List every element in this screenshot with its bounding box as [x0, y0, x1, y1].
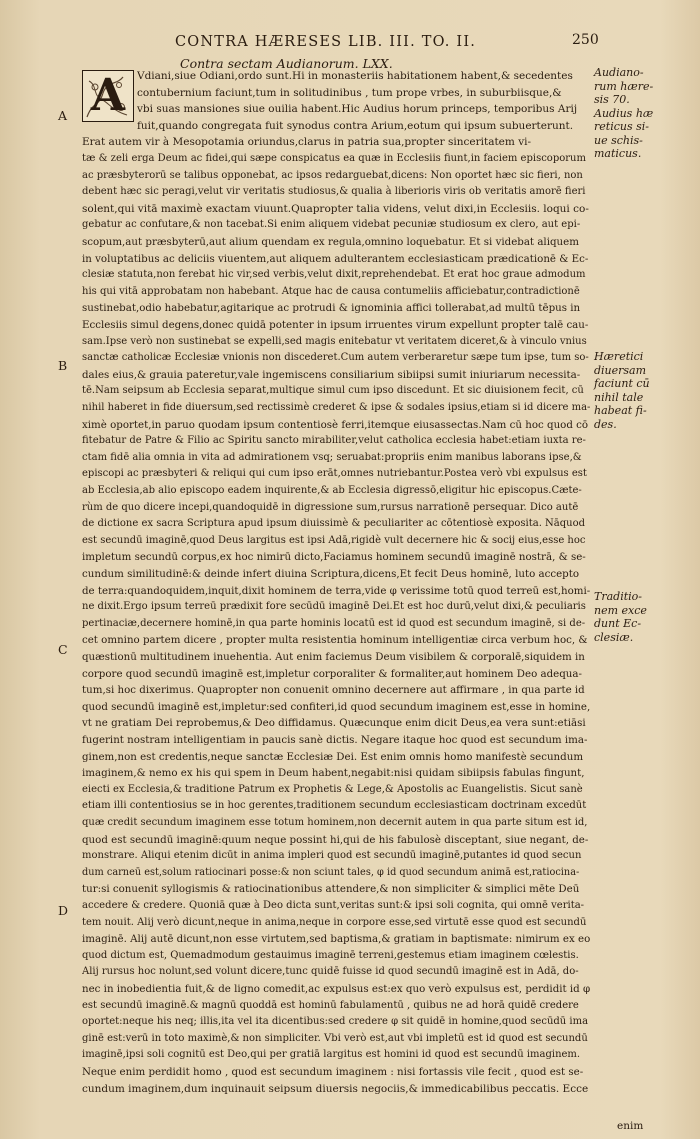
text-line: etiam illi contentiosius se in hoc gerentes,traditionem secundum ecclesiasticam doctrinam excedūt [82, 800, 587, 812]
text-line: ginē est:verū in toto maximè,& non simpliciter. Vbi verò est,aut vbi impletū est id quod est secundū [82, 1032, 588, 1044]
text-line: monstrare. Aliqui etenim dicūt in anima impleri quod est secundū imaginē,putantes id quod secun [82, 850, 582, 862]
text-line: solent,qui vitā maximè exactam viuunt.Quapropter talia videns, velut dixi,in Ecclesiis. loqui co- [82, 202, 589, 215]
margin-note-line: nihil tale [594, 390, 644, 404]
margin-note-line: Hæretici [594, 350, 644, 363]
margin-note-line: faciunt cū [594, 377, 650, 390]
text-line: rùm de quo dicere incepi,quandoquidē in digressione sum,rursus narrationē persequar. Dico autē [82, 501, 579, 513]
text-line: debent hæc sic peragi,velut vir veritatis studiosus,& qualia à liberioris viris ob veritatis amorē fieri [82, 186, 586, 198]
text-line: Neque enim perdidit homo , quod est secundum imaginem : nisi fortassis vile fecit , quod est se- [82, 1066, 584, 1078]
text-line: vbi suas mansiones siue ouilia habent.Hic Audius horum princeps, temporibus Arij [137, 103, 578, 116]
text-line: fuit,quando congregata fuit synodus contra Arium,eotum qui ipsum subuerterunt. [137, 119, 574, 132]
text-line: ctam fidē alia omnia in vita ad admirationem vsq; seruabat:propriis enim manibus laborans ipse,& [82, 451, 582, 463]
section-letter-a: A [58, 108, 68, 123]
text-line: ne dixit.Ergo ipsum terreū prædixit fore secūdū imaginē Dei.Et est hoc durū,velut dixi,& peculiaris [82, 601, 586, 613]
margin-note-line: sis 70. [594, 93, 630, 106]
margin-note-line: dunt Ec- [594, 617, 642, 630]
text-line: sustinebat,odio habebatur,agitarique ac protrudi & ignominia affici tollerabat,ad multū tēpus in [82, 302, 581, 315]
text-line: Vdiani,siue Odiani,ordo sunt.Hi in monasteriis habitationem habent,& secedentes [137, 70, 573, 82]
margin-note-traditionem [594, 590, 690, 644]
text-line: gebatur ac confutare,& non tacebat.Si enim aliquem videbat pecuniæ studiosum ex clero, aut epi- [82, 219, 581, 231]
section-letter-c: C [58, 642, 68, 657]
chapter-heading: Contra sectam Audianorum. LXX. [180, 56, 393, 71]
text-line: fitebatur de Patre & Filio ac Spiritu sancto mirabiliter,velut catholica ecclesia habet:etiam iuxta re- [82, 435, 586, 447]
text-line: Erat autem vir à Mesopotamia oriundus,clarus in patria sua,propter sinceritatem vi- [82, 136, 532, 149]
text-line: imaginem,& nemo ex his qui spem in Deum habent,negabit:nisi quidam sibiipsis fabulas fingunt, [82, 767, 585, 780]
margin-note-line: maticus. [594, 147, 642, 160]
text-line: est secundū imaginē,quod Deus largitus est ipsi Adā,rigidè vult decernere hic & socij eius,esse hoc [82, 534, 586, 546]
decorated-initial [82, 70, 134, 122]
margin-note-line: reticus si- [594, 120, 649, 133]
text-line: Ecclesiis simul degens,donec quidā potenter in ipsum irruentes virum expellunt propter talē cau- [82, 319, 589, 331]
text-line: quod secundū imaginē est,impletur:sed confiteri,id quod secundum imaginem est,esse in homine, [82, 700, 590, 713]
margin-note-line: rum hære- [594, 79, 654, 93]
text-line: eiecti ex Ecclesia,& traditione Patrum ex Prophetis & Lege,& Apostolis ac Euangelistis. Sicut sanè [82, 783, 583, 795]
running-title: CONTRA HÆRESES LIB. III. TO. II. [175, 34, 477, 50]
margin-note-line: ue schis- [594, 133, 643, 147]
margin-note-line: Audius hæ [594, 106, 654, 120]
text-line: clesiæ statuta,non ferebat hic vir,sed verbis,velut dixit,reprehendebat. Et erat hoc graue admodum [82, 269, 586, 281]
text-line: est secundū imaginē.& magnū quoddā est hominū fabulamentū , quibus ne ad horā quidē credere [82, 999, 579, 1011]
catchword: enim [617, 1120, 644, 1132]
margin-note-haeretici [594, 350, 690, 431]
text-line: cundum similitudinē:& deinde infert diuina Scriptura,dicens,Et fecit Deus hominē, luto accepto [82, 568, 580, 580]
section-letter-b: B [58, 358, 68, 373]
text-line: quæstionū multitudinem inuehentia. Aut enim faciemus Deum visibilem & corporalē,siquidem in [82, 651, 585, 663]
text-line: tæ & zeli erga Deum ac fidei,qui sæpe conspicatus ea quæ in Ecclesiis fiunt,in faciem episcoporum [82, 153, 586, 164]
text-line: vt ne gratiam Dei reprobemus,& Deo diffidamus. Quæcunque enim dicit Deus,ea vera sunt:etiāsi [82, 717, 586, 730]
text-line: Alij rursus hoc nolunt,sed volunt dicere,tunc quidē fuisse id quod secundū imaginē est in Adā, do- [82, 966, 579, 978]
margin-note-line: des. [594, 417, 617, 431]
text-line: quæ credit secundum imaginem esse totum hominem,non decernit autem in qua parte situm est id, [82, 817, 588, 828]
margin-note-line: diuersam [594, 363, 647, 377]
text-line: tem nouit. Alij verò dicunt,neque in anima,neque in corpore esse,sed virtutē esse quod est secundū [82, 916, 587, 928]
margin-note-line: clesiæ. [594, 630, 634, 644]
text-line: tur:si conuenit syllogismis & ratiocinationibus attendere,& non simpliciter & simplici mēte Deū [82, 883, 580, 896]
margin-note-line: nem exce [594, 603, 647, 617]
text-line: dales eius,& grauia pateretur,vale ingemiscens consiliarium sibiipsi sumit iniuriarum necessita- [82, 368, 581, 381]
folio-number: 250 [572, 32, 599, 48]
text-line: accedere & credere. Quoniā quæ à Deo dicta sunt,veritas sunt:& ipsi soli cognita, qui omnē verita- [82, 900, 585, 911]
text-line: ac præsbyterorū se talibus opponebat, ac ipsos redarguebat,dicens: Non oportet hæc sic fieri, non [82, 169, 583, 181]
text-line: pertinaciæ,decernere hominē,in qua parte hominis locatū est id quod est secundum imaginē, si de- [82, 617, 586, 629]
margin-note-audianorum [594, 66, 690, 161]
initial-letter: A [90, 70, 126, 121]
text-line: ginem,non est credentis,neque sanctæ Ecclesiæ Dei. Est enim omnis homo manifestè secundum [82, 750, 584, 763]
body-text [82, 68, 590, 1128]
margin-note-line: Audiano- [594, 66, 644, 79]
text-line: episcopi ac præsbyteri & reliqui qui cum ipso erāt,omnes nutriebantur.Postea verò vbi expulsus est [82, 468, 587, 480]
text-line: nihil haberet in fide diuersum,sed rectissimè crederet & ipse & sodales ipsius,etiam si id dicere ma- [82, 402, 590, 413]
text-line: nec in inobedientia fuit,& de ligno comedit,ac expulsus est:ex quo verò expulsus est, perdidit id φ [82, 983, 590, 995]
text-line: in voluptatibus ac deliciis viuentem,aut aliquem adulterantem ecclesiasticam prædicationē & Ec- [82, 252, 589, 265]
text-line: quod est secundū imaginē:quum neque possint hi,qui de his fabulosè disceptant, siue negant, de- [82, 833, 589, 846]
text-line: sanctæ catholicæ Ecclesiæ vnionis non discederet.Cum autem verberaretur sæpe tum ipse, tum so- [82, 352, 589, 364]
text-line: corpore quod secundū imaginē est,impletur corporaliter & formaliter,aut hominem Deo adequa- [82, 667, 582, 680]
text-line: fugerint nostram intelligentiam in paucis sanè dictis. Negare itaque hoc quod est secundum ima- [82, 734, 588, 746]
text-line: imaginē. Alij autē dicunt,non esse virtutem,sed baptisma,& gratiam in baptismate: nimirum ex eo [82, 933, 590, 946]
text-line: de terra:quandoquidem,inquit,dixit hominem de terra,vide φ verissime totū quod terreū est,homi- [82, 584, 590, 597]
text-line: dum carneū est,solum ratiocinari posse:& non sciunt tales, φ id quod secundum animā est,ratiocina- [82, 866, 580, 878]
text-line: cundum imaginem,dum inquinauit seipsum diuersis negociis,& immedicabilibus peccatis. Ecce [82, 1082, 589, 1095]
text-line: ab Ecclesia,ab alio episcopo eadem inquirente,& ab Ecclesia digressō,eligitur hic episcopus.Cæte- [82, 485, 582, 496]
text-line: tē.Nam seipsum ab Ecclesia separat,multique simul cum ipso discedunt. Et sic diuisionem fecit, cū [82, 385, 584, 397]
section-letter-d: D [58, 903, 69, 918]
text-line: cet omnino partem dicere , propter multa resistentia hominum intelligentiæ circa verbum hoc, & [82, 634, 588, 647]
text-line: his qui vitā approbatam non habebant. Atque hac de causa contumeliis afficiebatur,contradictionē [82, 285, 580, 297]
text-line: tum,si hoc dixerimus. Quapropter non conuenit omnino decernere aut affirmare , in qua parte id [82, 684, 585, 697]
margin-note-line: Traditio- [594, 590, 642, 603]
text-line: oportet:neque his neq; illis,ita vel ita dicentibus:sed credere φ sit quidē in homine,quod secūdū ima [82, 1016, 589, 1028]
margin-note-line: habeat fi- [594, 404, 647, 417]
text-line: contubernium faciunt,tum in solitudinibus , tum prope vrbes, in suburbiisque,& [137, 86, 562, 99]
text-line: scopum,aut præsbyterū,aut alium quendam ex regula,omnino loquebatur. Et si videbat aliquem [82, 236, 579, 248]
text-line: quod dictum est, Quemadmodum gestauimus imaginē terreni,gestemus etiam imaginem cœlestis. [82, 949, 579, 961]
text-line: ximè oportet,in paruo quodam ipsum contentiosè ferri,itemque eiusassectas.Nam cū hoc quod cō [82, 418, 589, 431]
text-line: de dictione ex sacra Scriptura apud ipsum diuissimè & peculiariter ac cōtentiosè exposita. Nāquod [82, 518, 586, 530]
text-line: imaginē,ipsi soli cognitū est Deo,qui per gratiā largitus est homini id quod est secundū imaginem. [82, 1049, 581, 1061]
text-line: sam.Ipse verò non sustinebat se expelli,sed magis enitebatur vt veritatem diceret,& à vinculo vnius [82, 335, 587, 347]
text-line: impletum secundū corpus,ex hoc nimirū dicto,Faciamus hominem secundū imaginē nostrā, & se- [82, 551, 586, 564]
page-header [60, 30, 680, 54]
